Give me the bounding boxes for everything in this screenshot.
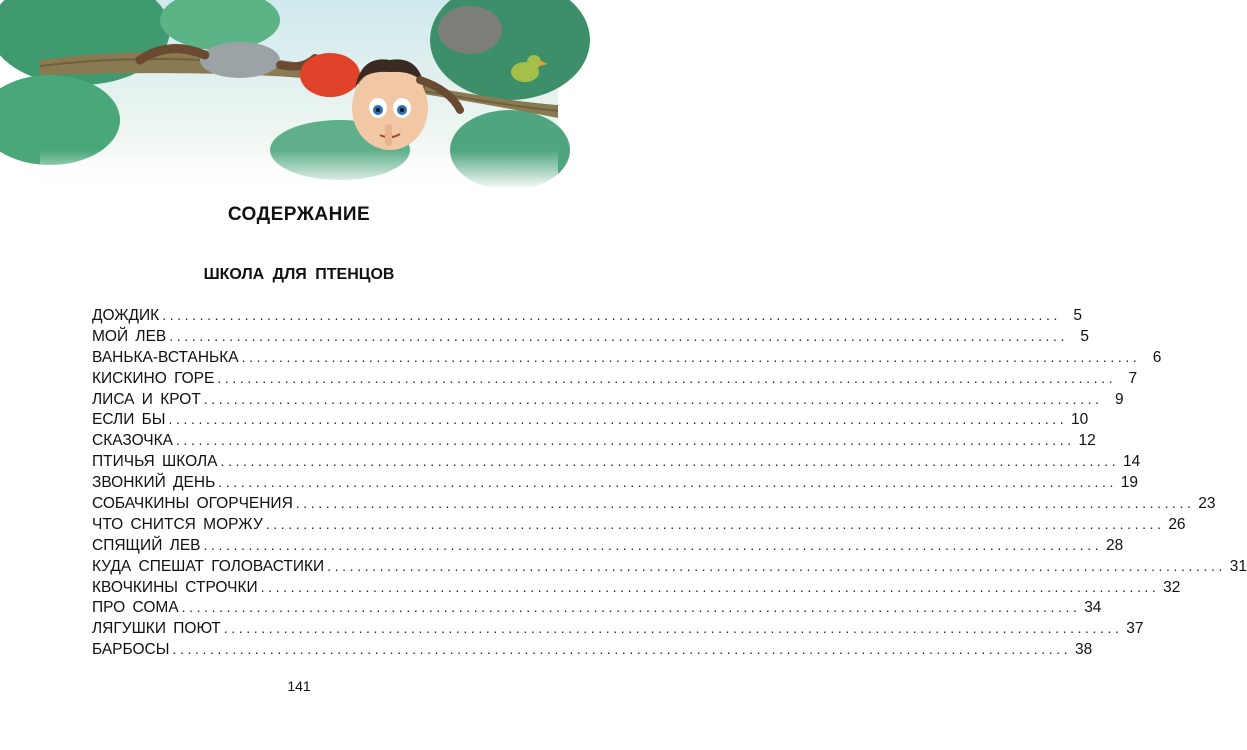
toc-entry-title: СПЯЩИЙ ЛЕВ: [92, 536, 201, 554]
toc-entry-page: 10: [1071, 411, 1089, 429]
toc-entry-page: 37: [1126, 620, 1144, 638]
toc-entry[interactable]: [92, 597, 1102, 618]
page-number: 141: [287, 678, 311, 694]
book-page: [40, 0, 1247, 750]
toc-leader-dots: ........................................................................................................................: [172, 641, 1072, 658]
toc-leader-dots: ........................................................................................................................: [168, 411, 1068, 428]
toc-entry-title: СОБАЧКИНЫ ОГОРЧЕНИЯ: [92, 495, 293, 513]
toc-leader-dots: ........................................................................................................................: [217, 369, 1117, 386]
toc-leader-dots: ........................................................................................................................: [162, 307, 1061, 323]
toc-entry-title: ПРО СОМА: [92, 599, 179, 617]
toc-entry-title: ВАНЬКА-ВСТАНЬКА: [92, 348, 239, 366]
toc-leader-dots: ........................................................................................................................: [260, 578, 1160, 595]
toc-entry-page: 32: [1163, 578, 1181, 596]
toc-leader-dots: ........................................................................................................................: [169, 327, 1069, 344]
toc-entry-title: ЛЯГУШКИ ПОЮТ: [92, 620, 221, 638]
toc-entry[interactable]: [92, 368, 1138, 389]
toc-leader-dots: ........................................................................................................................: [181, 599, 1081, 616]
toc-entry[interactable]: [92, 514, 1186, 535]
toc-entry-title: ПТИЧЬЯ ШКОЛА: [92, 453, 218, 471]
toc-entry-page: 26: [1168, 515, 1186, 533]
toc-entry-page: 38: [1075, 641, 1093, 659]
toc-entry-page: 9: [1114, 390, 1124, 408]
toc-leader-dots: ........................................................................................................................: [295, 495, 1195, 512]
toc-leader-dots: ........................................................................................................................: [176, 432, 1075, 449]
table-of-contents: [92, 305, 1247, 660]
toc-entry[interactable]: [92, 409, 1089, 430]
toc-leader-dots: ........................................................................................................................: [218, 474, 1118, 491]
toc-entry-title: ЛИСА И КРОТ: [92, 390, 201, 408]
toc-entry-title: ДОЖДИК: [92, 307, 160, 324]
toc-entry[interactable]: [92, 535, 1124, 556]
toc-leader-dots: ........................................................................................................................: [241, 348, 1141, 365]
toc-entry[interactable]: [92, 347, 1162, 368]
toc-leader-dots: ........................................................................................................................: [203, 536, 1103, 553]
toc-entry-title: БАРБОСЫ: [92, 641, 170, 659]
toc-entry[interactable]: [92, 577, 1181, 598]
toc-entry-title: МОЙ ЛЕВ: [92, 327, 167, 345]
toc-entry-title: СКАЗОЧКА: [92, 432, 173, 450]
toc-entry[interactable]: [92, 389, 1124, 410]
page-title: СОДЕРЖАНИЕ: [227, 204, 371, 225]
toc-entry-page: 31: [1229, 557, 1247, 575]
toc-entry[interactable]: [92, 618, 1144, 639]
toc-entry-title: ЧТО СНИТСЯ МОРЖУ: [92, 515, 263, 533]
toc-leader-dots: ........................................................................................................................: [223, 620, 1123, 637]
toc-entry-title: КИСКИНО ГОРЕ: [92, 369, 215, 387]
toc-entry-title: ЗВОНКИЙ ДЕНЬ: [92, 474, 216, 492]
toc-entry[interactable]: [92, 472, 1139, 493]
toc-entry-page: 5: [1073, 307, 1082, 324]
toc-entry[interactable]: [92, 430, 1096, 451]
section-title: ШКОЛА ДЛЯ ПТЕНЦОВ: [203, 266, 395, 283]
illustration-boy-monkey-on-branch: [40, 0, 558, 190]
toc-entry[interactable]: [92, 493, 1216, 514]
toc-entry-page: 23: [1198, 495, 1216, 513]
toc-leader-dots: ........................................................................................................................: [265, 515, 1165, 532]
toc-entry[interactable]: [92, 326, 1090, 347]
toc-entry-title: ЕСЛИ БЫ: [92, 411, 166, 429]
toc-entry[interactable]: [92, 556, 1247, 577]
toc-entry-page: 19: [1120, 474, 1139, 492]
toc-entry-page: 6: [1152, 348, 1162, 366]
toc-entry-title: КВОЧКИНЫ СТРОЧКИ: [92, 578, 258, 596]
toc-entry-page: 12: [1078, 432, 1096, 450]
toc-entry-page: 5: [1080, 327, 1090, 345]
toc-entry[interactable]: [92, 305, 1082, 326]
toc-entry-page: 28: [1106, 536, 1124, 554]
toc-entry-page: 7: [1128, 369, 1138, 387]
toc-entry-page: 34: [1084, 599, 1102, 617]
toc-leader-dots: ........................................................................................................................: [327, 557, 1226, 574]
toc-entry[interactable]: [92, 639, 1093, 660]
toc-leader-dots: ........................................................................................................................: [220, 453, 1120, 470]
toc-leader-dots: ........................................................................................................................: [203, 390, 1103, 407]
toc-entry[interactable]: [92, 451, 1141, 472]
toc-entry-page: 14: [1123, 453, 1141, 471]
toc-entry-title: КУДА СПЕШАТ ГОЛОВАСТИКИ: [92, 557, 325, 575]
